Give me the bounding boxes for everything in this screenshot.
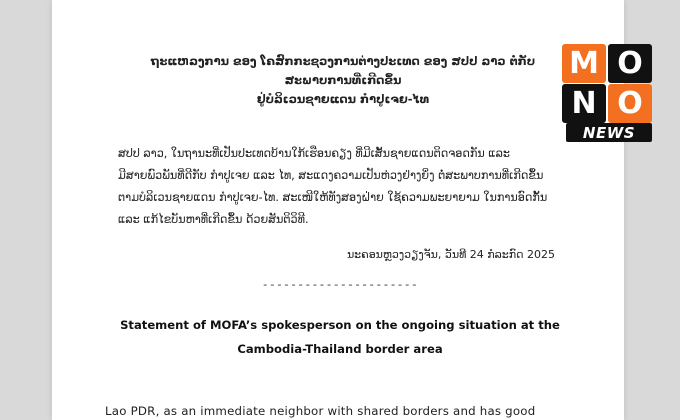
logo-tile-n: N bbox=[562, 84, 606, 123]
mono-news-logo bbox=[562, 44, 654, 144]
lao-date-line: ນະຄອນຫຼວງວຽງຈັນ, ວັນທີ 24 ກໍລະກົດ 2025 bbox=[346, 248, 555, 261]
lao-title-line-2: ຢູ່ບໍລິເວນຊາຍແດນ ກໍາປູເຈຍ-ໄທ bbox=[256, 92, 430, 106]
english-title-line-2: Cambodia-Thailand border area bbox=[237, 342, 443, 356]
logo-tile-m: M bbox=[562, 44, 606, 83]
lao-body-line-1: ສປປ ລາວ, ໃນຖານະທີ່ເປັນປະເທດບ້ານໃກ້ເຮືອນຄຽງ ທີ່ມີເສັ້ນຊາຍແດນຕິດຈອດກັນ ແລະ bbox=[118, 147, 510, 160]
logo-tile-o-2: O bbox=[608, 84, 652, 123]
logo-letter-grid bbox=[562, 44, 652, 124]
lao-body-line-3: ຕາມບໍລິເວນຊາຍແດນ ກໍາປູເຈຍ-ໄທ. ສະເໜີໃຫ້ທັງສອງຝ່າຍ ໃຊ້ຄວາມພະຍາຍາມ ໃນການອົດກັ້ນ bbox=[118, 191, 548, 204]
english-title-line-1: Statement of MOFA’s spokesperson on the ongoing situation at the bbox=[120, 318, 560, 332]
logo-tile-o-1: O bbox=[608, 44, 652, 83]
lao-title-line-1: ຖະແຫລງການ ຂອງ ໂຄສົກກະຊວງການຕ່າງປະເທດ ຂອງ ສປປ ລາວ ຕໍ່ກັບສະພາບການທີ່ເກີດຂຶ້ນ bbox=[150, 54, 536, 87]
english-statement-title bbox=[100, 313, 580, 361]
lao-body-line-4: ແລະ ແກ້ໄຂບັນຫາທີ່ເກີດຂຶ້ນ ດ້ວຍສັນຕິວິທີ. bbox=[118, 213, 309, 226]
lao-body-line-2: ມີສາຍພົວພັນທີ່ດີກັບ ກໍາປູເຈຍ ແລະ ໄທ, ສະແດງຄວາມເປັນຫ່ວງຢ່າງຍິ່ງ ຕໍ່ສະພາບການທີ່ເກີດຂຶ້ນ bbox=[118, 169, 544, 182]
logo-news-label: NEWS bbox=[566, 123, 652, 142]
lao-statement-title bbox=[118, 52, 568, 109]
english-body-first-line: Lao PDR, as an immediate neighbor with shared borders and has good bbox=[105, 404, 536, 418]
lao-statement-body bbox=[118, 143, 573, 231]
section-divider: ---------------------- bbox=[261, 280, 419, 292]
